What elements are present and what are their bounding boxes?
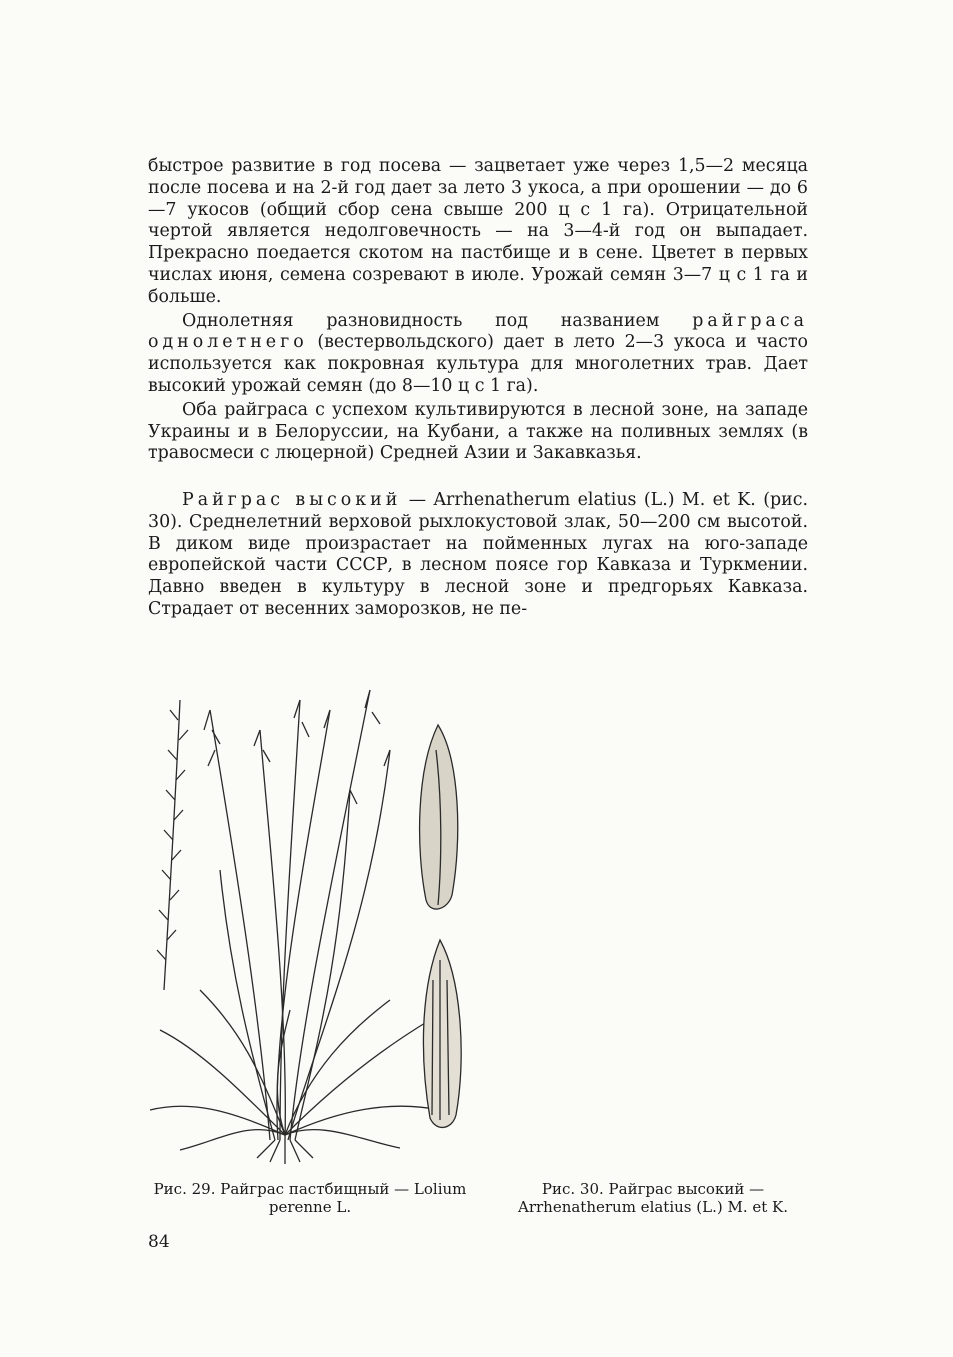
paragraph-4 <box>148 490 808 621</box>
paragraph-2-start: Однолетняя разновидность под названием <box>182 310 660 331</box>
figure-30-drawing <box>400 720 480 1140</box>
paragraph-2-rest: (вестервольдского) дает в лето 2—3 укоса и часто используется как покровная культура для многолетних трав. Дает высокий урожай семян (до 8—10 ц с 1 га). <box>148 332 808 396</box>
body-text <box>148 156 808 465</box>
paragraph-3: Оба райграса с успехом культивируются в лесной зоне, на западе Украины и в Белоруссии, на Кубани, а также на поливных землях (в травосмеси с люцерной) Средней Азии и Закавказья. <box>148 399 808 464</box>
paragraph-4-text: — Arrhenatherum elatius (L.) M. et K. (рис. 30). Среднелетний верховой рыхлокустовой злак, 50—200 см высотой. В диком виде произрастает на пойменных лугах на юго-западе европейской части СССР, в лесном поясе гор Кавказа и Туркмении. Давно введен в культуру в лесной зоне и предгорьях Кавказа. Страдает от весенних заморозков, не пе- <box>148 490 808 619</box>
spaced-term-tall: Райграс высокий <box>182 490 402 510</box>
paragraph-4-block <box>148 490 808 621</box>
caption-figure-29: Рис. 29. Райграс пастбищный — Lolium perenne L. <box>153 1180 467 1216</box>
spaced-term-annual: райграса однолетнего <box>148 310 808 353</box>
paragraph-2 <box>148 311 808 398</box>
page-number: 84 <box>148 1232 170 1252</box>
caption-figure-30: Рис. 30. Райграс высокий — Arrhenatherum elatius (L.) M. et K. <box>517 1180 788 1216</box>
paragraph-1: быстрое развитие в год посева — зацветает уже через 1,5—2 месяца после посева и на 2-й год дает за лето 3 укоса, а при орошении — до 6—7 укосов (общий сбор сена свыше 200 ц с 1 га). Отрицательной чертой является недолговечность — на 3—4-й год он выпадает. Прекрасно поедается скотом на пастбище и в сене. Цветет в первых числах июня, семена созревают в июле. Урожай семян 3—7 ц с 1 га и больше. <box>148 156 808 307</box>
seed-lower <box>423 940 461 1127</box>
seed-upper <box>420 725 458 909</box>
